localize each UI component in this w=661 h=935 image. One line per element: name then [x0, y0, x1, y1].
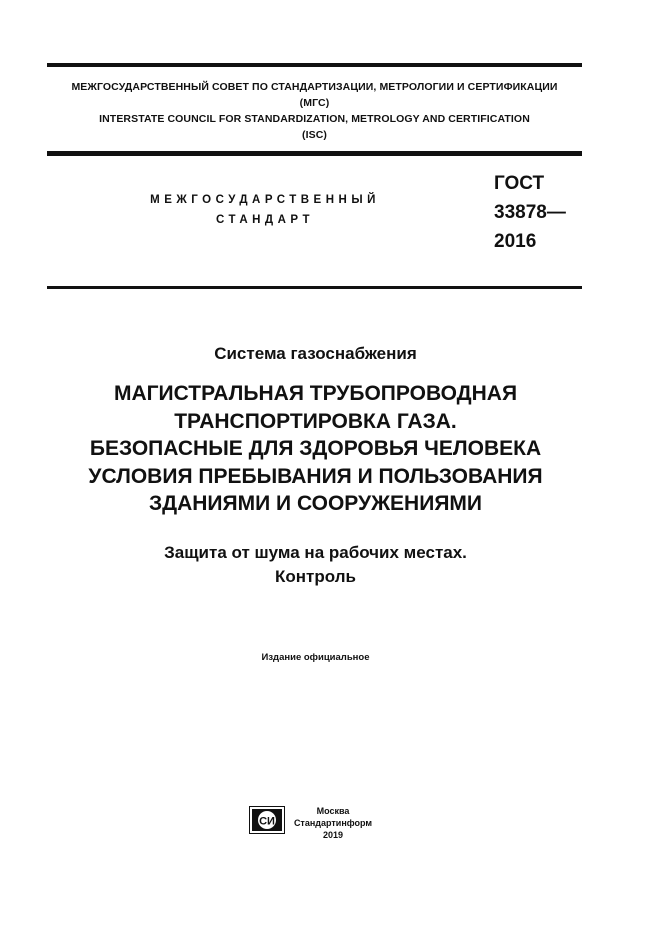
- main-title-line: УСЛОВИЯ ПРЕБЫВАНИЯ И ПОЛЬЗОВАНИЯ: [88, 464, 543, 488]
- standard-type: [110, 190, 420, 230]
- edition-note: Издание официальное: [261, 652, 370, 663]
- council-en: [47, 111, 582, 143]
- publisher-info: [293, 805, 373, 841]
- gost-label: ГОСТ: [494, 173, 545, 194]
- main-title-line: БЕЗОПАСНЫЕ ДЛЯ ЗДОРОВЬЯ ЧЕЛОВЕКА: [89, 437, 542, 460]
- main-title-line: МАГИСТРАЛЬНАЯ ТРУБОПРОВОДНАЯ: [113, 382, 518, 405]
- council-en-abbr: (ISC): [302, 129, 327, 141]
- gost-designation: [494, 169, 604, 256]
- publisher-name: Стандартинформ: [293, 818, 373, 828]
- main-title: [0, 380, 631, 518]
- council-en-name: INTERSTATE COUNCIL FOR STANDARDIZATION, METROLOGY AND CERTIFICATION: [99, 113, 530, 125]
- svg-text:СИ: СИ: [259, 815, 275, 828]
- main-title-line: ТРАНСПОРТИРОВКА ГАЗА.: [174, 409, 457, 433]
- subtitle: [0, 541, 631, 589]
- council-ru-abbr: (МГС): [299, 97, 330, 109]
- system-title: Система газоснабжения: [214, 344, 417, 363]
- designation-rule: [47, 286, 582, 289]
- main-title-line: ЗДАНИЯМИ И СООРУЖЕНИЯМИ: [148, 492, 483, 515]
- council-ru-name: МЕЖГОСУДАРСТВЕННЫЙ СОВЕТ ПО СТАНДАРТИЗАЦИИ, МЕТРОЛОГИИ И СЕРТИФИКАЦИИ: [71, 81, 558, 93]
- publisher-year: 2019: [322, 830, 344, 840]
- subtitle-line: Защита от шума на рабочих местах.: [164, 543, 467, 562]
- standard-type-line1: МЕЖГОСУДАРСТВЕННЫЙ: [150, 194, 380, 206]
- subtitle-line: Контроль: [275, 567, 356, 586]
- standartinform-logo-icon: [249, 806, 285, 834]
- publisher-city: Москва: [316, 806, 350, 816]
- standard-type-line2: СТАНДАРТ: [216, 214, 314, 226]
- gost-year: 2016: [494, 231, 537, 252]
- top-rule: [47, 63, 582, 67]
- gost-number: 33878—: [494, 202, 566, 223]
- council-ru: [47, 79, 582, 111]
- header-rule: [47, 151, 582, 156]
